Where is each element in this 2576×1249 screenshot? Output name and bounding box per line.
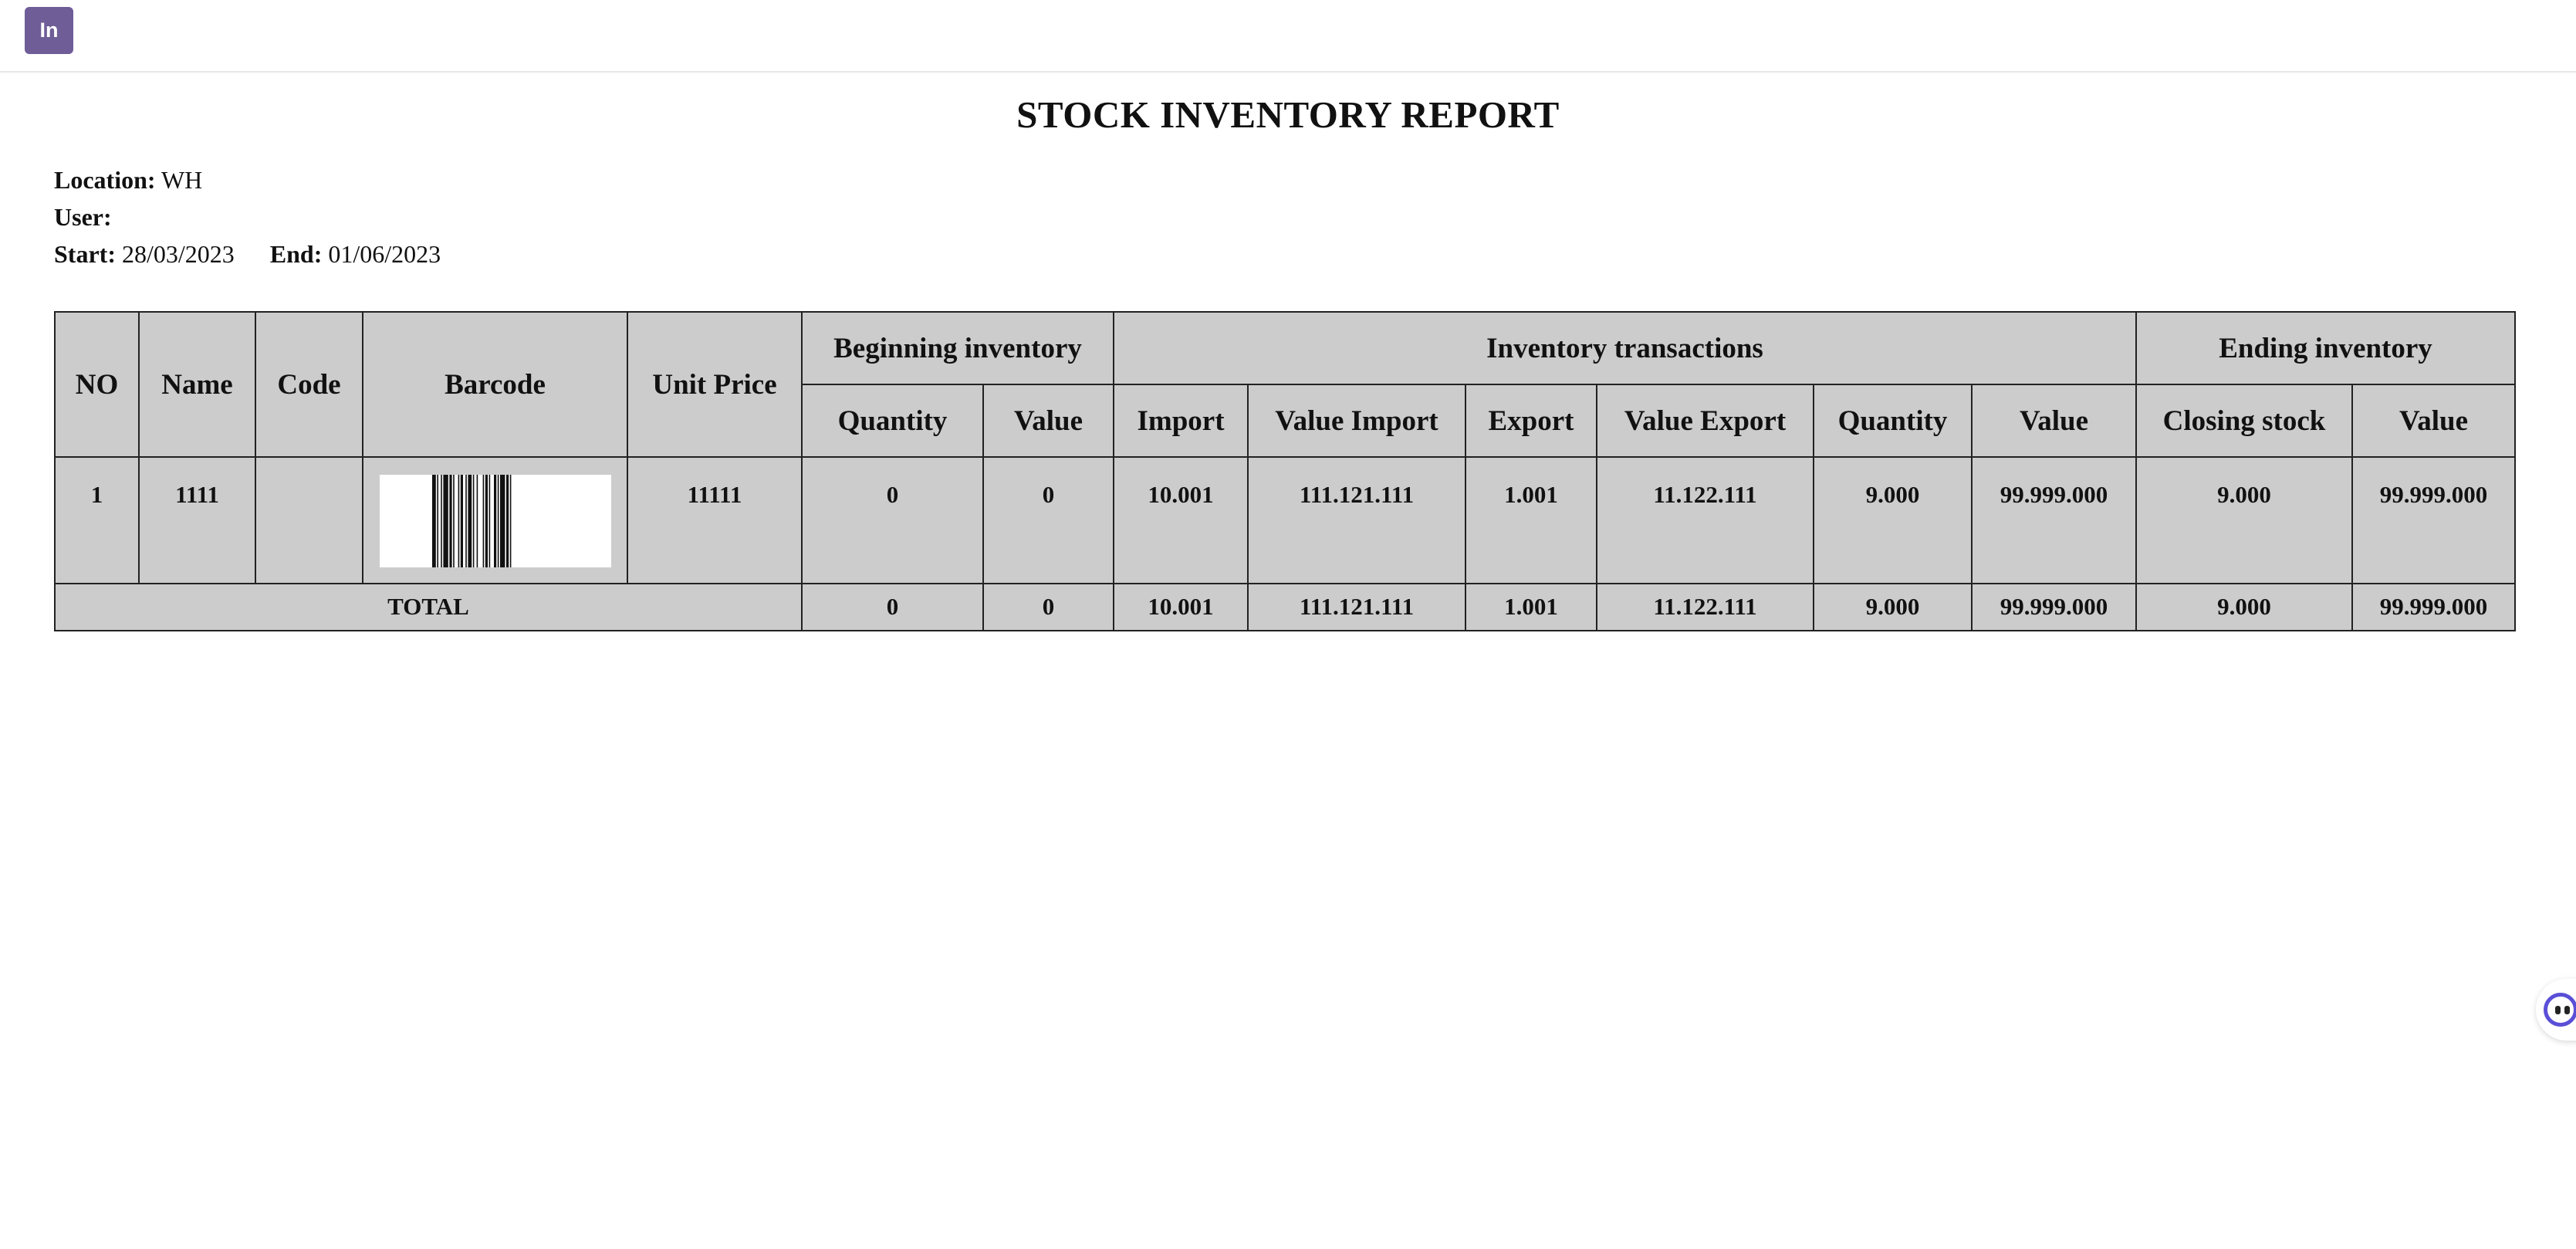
total-closing-stock: 9.000 [2136, 584, 2352, 631]
total-row [55, 584, 2515, 631]
total-import: 10.001 [1114, 584, 1248, 631]
header-ending-inventory: Ending inventory [2136, 312, 2515, 384]
total-begin-quantity: 0 [802, 584, 983, 631]
user-label: User: [54, 203, 112, 231]
cell-import: 10.001 [1114, 457, 1248, 584]
header-unit-price: Unit Price [627, 312, 802, 457]
top-toolbar [0, 0, 2576, 73]
print-button[interactable]: In [25, 7, 73, 54]
total-trans-quantity: 9.000 [1814, 584, 1972, 631]
assistant-face-icon [2544, 993, 2576, 1027]
header-barcode: Barcode [363, 312, 627, 457]
page-title: STOCK INVENTORY REPORT [1016, 93, 1560, 136]
cell-name: 1111 [139, 457, 255, 584]
cell-code [255, 457, 363, 584]
cell-barcode [363, 457, 627, 584]
header-begin-quantity: Quantity [802, 384, 983, 457]
total-label: TOTAL [55, 584, 802, 631]
total-value-import: 111.121.111 [1248, 584, 1465, 631]
header-trans-quantity: Quantity [1814, 384, 1972, 457]
cell-no: 1 [55, 457, 139, 584]
header-value-export: Value Export [1597, 384, 1814, 457]
header-value-import: Value Import [1248, 384, 1465, 457]
cell-unit-price: 11111 [627, 457, 802, 584]
barcode-image [380, 475, 611, 567]
cell-export: 1.001 [1465, 457, 1597, 584]
location-label: Location: [54, 166, 156, 194]
inventory-table [54, 311, 2516, 631]
header-no: NO [55, 312, 139, 457]
total-begin-value: 0 [983, 584, 1114, 631]
total-end-value: 99.999.000 [2352, 584, 2515, 631]
cell-closing-stock: 9.000 [2136, 457, 2352, 584]
header-end-value: Value [2352, 384, 2515, 457]
total-trans-value: 99.999.000 [1972, 584, 2136, 631]
header-import: Import [1114, 384, 1248, 457]
cell-end-value: 99.999.000 [2352, 457, 2515, 584]
header-trans-value: Value [1972, 384, 2136, 457]
cell-trans-quantity: 9.000 [1814, 457, 1972, 584]
header-code: Code [255, 312, 363, 457]
header-closing-stock: Closing stock [2136, 384, 2352, 457]
header-beginning-inventory: Beginning inventory [802, 312, 1114, 384]
table-header-row-1 [55, 312, 2515, 384]
start-label: Start: [54, 240, 116, 268]
end-value: 01/06/2023 [328, 240, 441, 268]
cell-begin-value: 0 [983, 457, 1114, 584]
start-value: 28/03/2023 [121, 240, 235, 268]
header-inventory-transactions: Inventory transactions [1114, 312, 2136, 384]
assistant-bubble[interactable] [2536, 979, 2576, 1041]
date-range-line [54, 240, 441, 269]
cell-begin-quantity: 0 [802, 457, 983, 584]
header-begin-value: Value [983, 384, 1114, 457]
cell-value-import: 111.121.111 [1248, 457, 1465, 584]
header-export: Export [1465, 384, 1597, 457]
user-line [54, 203, 112, 232]
table-row [55, 457, 2515, 584]
cell-value-export: 11.122.111 [1597, 457, 1814, 584]
header-name: Name [139, 312, 255, 457]
location-line [54, 166, 202, 195]
cell-trans-value: 99.999.000 [1972, 457, 2136, 584]
total-value-export: 11.122.111 [1597, 584, 1814, 631]
location-value: WH [161, 166, 203, 194]
total-export: 1.001 [1465, 584, 1597, 631]
end-label: End: [269, 240, 323, 268]
